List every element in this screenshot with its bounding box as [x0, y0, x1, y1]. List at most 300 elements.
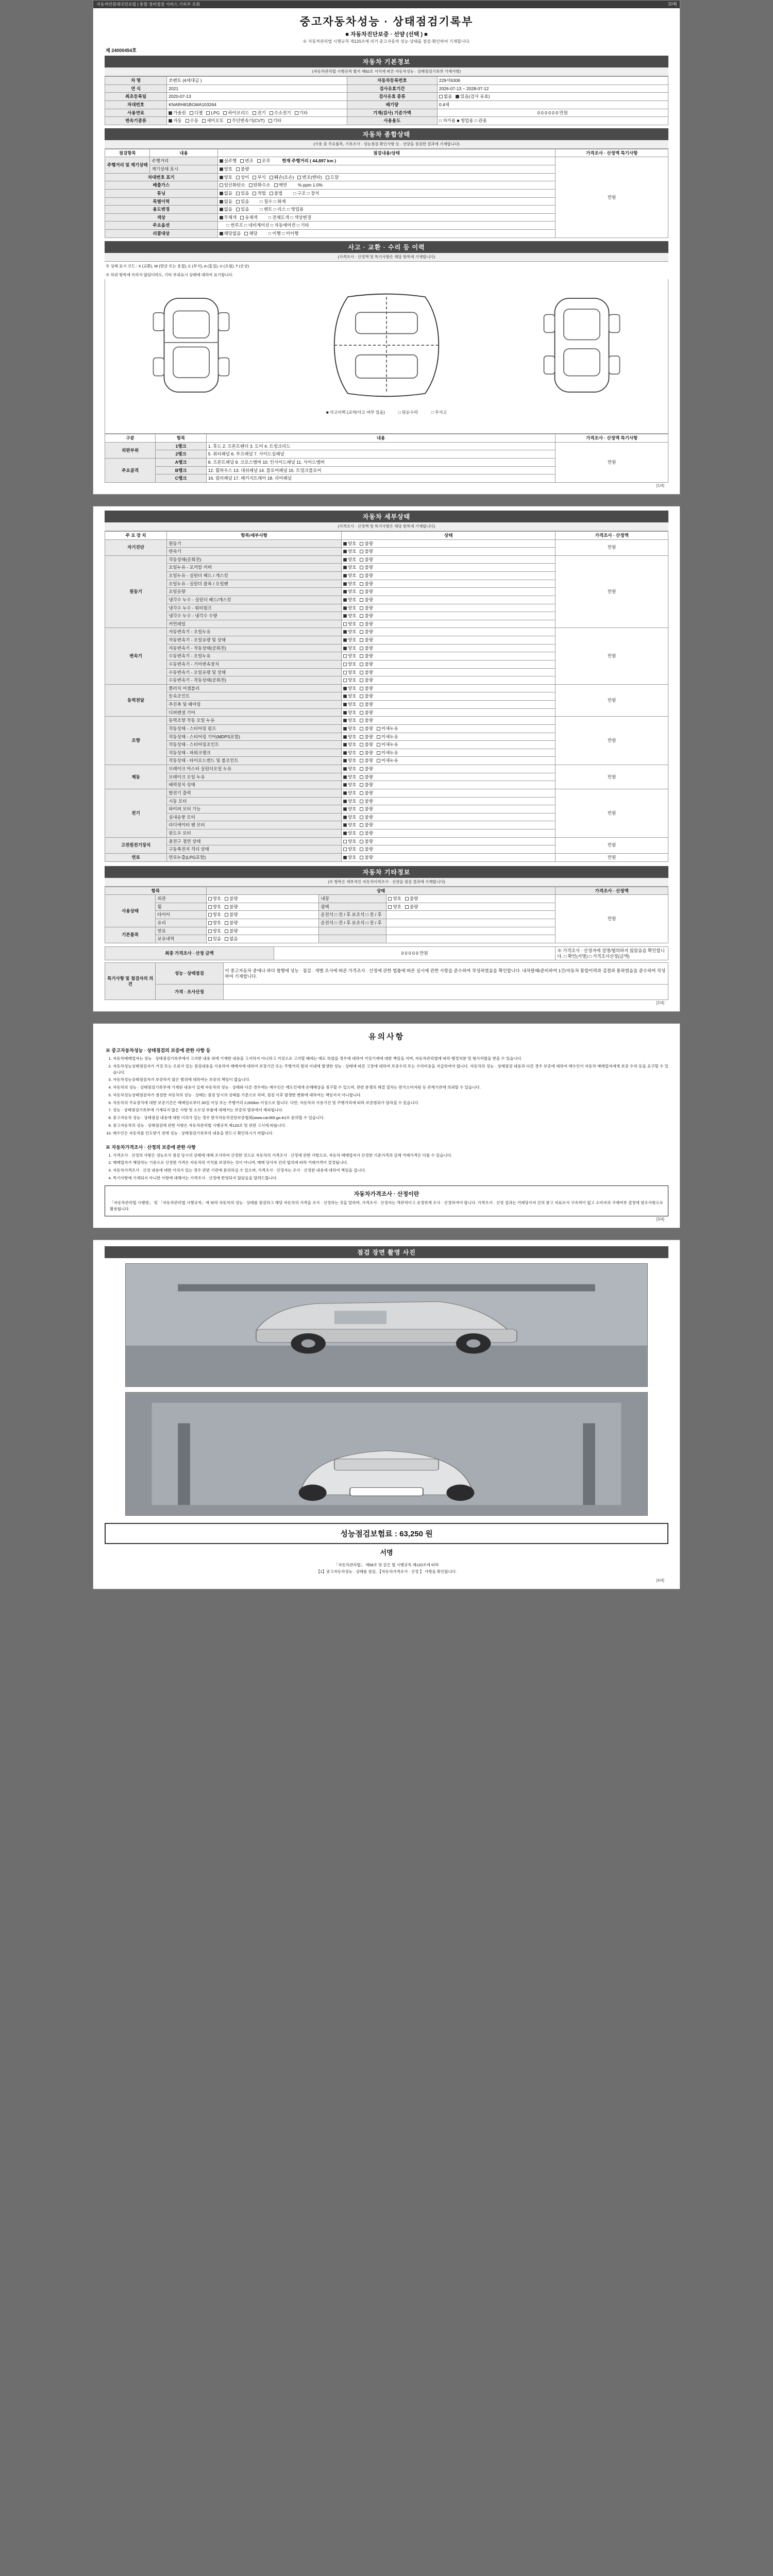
detail-1-3-option-1[interactable]: 불량 [360, 581, 373, 587]
checkbox-icon[interactable] [377, 759, 380, 762]
detail-state[interactable] [342, 676, 556, 685]
detail-state[interactable] [342, 580, 556, 588]
checkbox-icon[interactable] [343, 727, 347, 731]
overall-1-option-4[interactable]: 변조(변타) [297, 175, 322, 180]
etc-state2[interactable] [386, 903, 556, 911]
etc-0-a-option-0[interactable]: 양호 [208, 896, 221, 902]
detail-1-2-option-0[interactable]: 양호 [343, 573, 356, 579]
checkbox-icon[interactable] [220, 176, 223, 179]
checkbox-icon[interactable] [343, 719, 347, 722]
overall-0-0-option-0[interactable]: 실주행 [220, 158, 237, 164]
overall-8-option-0[interactable]: 해당없음 [220, 231, 241, 236]
checkbox-icon[interactable] [225, 897, 228, 901]
detail-1-0-option-1[interactable]: 불량 [360, 557, 373, 563]
checkbox-icon[interactable] [343, 775, 347, 779]
detail-2-6-option-0[interactable]: 양호 [343, 677, 356, 683]
detail-state[interactable] [342, 596, 556, 604]
checkbox-icon[interactable] [343, 816, 347, 819]
detail-1-7-option-1[interactable]: 불량 [360, 613, 373, 619]
checkbox-icon[interactable] [220, 200, 223, 204]
checkbox-icon[interactable] [227, 119, 231, 123]
detail-state[interactable] [342, 701, 556, 709]
checkbox-icon[interactable] [343, 566, 347, 569]
checkbox-icon[interactable] [225, 921, 228, 925]
checkbox-icon[interactable] [360, 566, 363, 569]
detail-6-4-option-1[interactable]: 불량 [360, 822, 373, 828]
trans-option-2[interactable]: 세미오토 [202, 118, 224, 124]
detail-5-0-option-0[interactable]: 양호 [343, 766, 356, 772]
detail-state[interactable] [342, 749, 556, 757]
overall-4-option-1[interactable]: 있음 [236, 199, 249, 205]
overall-state[interactable] [217, 173, 556, 181]
detail-6-0-option-1[interactable]: 불량 [360, 790, 373, 796]
detail-6-0-option-0[interactable]: 양호 [343, 790, 356, 796]
detail-3-3-option-0[interactable]: 양호 [343, 710, 356, 716]
detail-state[interactable] [342, 789, 556, 797]
checkbox-icon[interactable] [326, 176, 329, 179]
etc-1-b-option-0[interactable]: 양호 [388, 904, 401, 910]
checkbox-icon[interactable] [220, 232, 223, 235]
checkbox-icon[interactable] [270, 176, 273, 179]
checkbox-icon[interactable] [190, 111, 193, 115]
checkbox-icon[interactable] [220, 167, 223, 171]
checkbox-icon[interactable] [343, 630, 347, 634]
overall-state[interactable]: 없음 있음 □ 침수 □ 화재 [217, 197, 556, 206]
detail-state[interactable] [342, 572, 556, 580]
overall-2-option-0[interactable]: 일산화탄소 [220, 182, 245, 188]
overall-state[interactable] [217, 165, 556, 174]
overall-2-option-2[interactable]: 매연 [274, 182, 287, 188]
detail-1-5-option-0[interactable]: 양호 [343, 597, 356, 603]
overall-2-option-1[interactable]: 탄화수소 [249, 182, 271, 188]
checkbox-icon[interactable] [343, 840, 347, 843]
checkbox-icon[interactable] [360, 791, 363, 795]
checkbox-icon[interactable] [295, 111, 298, 115]
checkbox-icon[interactable] [223, 111, 227, 115]
detail-state[interactable] [342, 845, 556, 854]
detail-state[interactable] [342, 781, 556, 789]
detail-state[interactable] [342, 821, 556, 829]
detail-4-1-option-0[interactable]: 양호 [343, 726, 356, 732]
detail-6-3-option-0[interactable]: 양호 [343, 815, 356, 820]
detail-3-0-option-0[interactable]: 양호 [343, 686, 356, 691]
checkbox-icon[interactable] [220, 192, 223, 195]
detail-state[interactable] [342, 692, 556, 701]
overall-state[interactable]: 해당없음 해당 □ 이행 □ 미이행 [217, 230, 556, 238]
checkbox-icon[interactable] [343, 743, 347, 747]
checkbox-icon[interactable] [360, 840, 363, 843]
checkbox-icon[interactable] [360, 598, 363, 602]
trans-option-4[interactable]: 기타 [268, 118, 281, 124]
etc-state[interactable] [206, 911, 319, 919]
detail-5-1-option-0[interactable]: 양호 [343, 774, 356, 780]
checkbox-icon[interactable] [405, 905, 409, 909]
overall-3-option-0[interactable]: 없음 [220, 191, 232, 196]
detail-6-5-option-1[interactable]: 불량 [360, 831, 373, 836]
checkbox-icon[interactable] [253, 192, 256, 195]
checkbox-icon[interactable] [360, 848, 363, 851]
overall-state[interactable]: □ 썬루프 □ 네비게이션 □ 자동에어컨 □ 기타 [217, 222, 556, 230]
etc-state2[interactable] [386, 911, 556, 919]
detail-3-2-option-1[interactable]: 불량 [360, 702, 373, 707]
checkbox-icon[interactable] [343, 550, 347, 553]
fuel-option-3[interactable]: 하이브리드 [223, 110, 249, 116]
detail-1-6-option-0[interactable]: 양호 [343, 605, 356, 611]
checkbox-icon[interactable] [343, 582, 347, 586]
checkbox-icon[interactable] [343, 807, 347, 811]
checkbox-icon[interactable] [360, 647, 363, 650]
detail-2-5-option-1[interactable]: 불량 [360, 670, 373, 675]
checkbox-icon[interactable] [343, 671, 347, 674]
overall-1-option-1[interactable]: 상이 [236, 175, 249, 180]
detail-1-1-option-0[interactable]: 양호 [343, 565, 356, 570]
detail-state[interactable] [342, 837, 556, 845]
detail-6-4-option-0[interactable]: 양호 [343, 822, 356, 828]
checkbox-icon[interactable] [360, 582, 363, 586]
etc-state[interactable] [206, 935, 319, 943]
inspect-kind-option-0[interactable]: 없음 [439, 94, 452, 99]
checkbox-icon[interactable] [360, 816, 363, 819]
detail-4-3-option-1[interactable]: 불량 [360, 742, 373, 748]
checkbox-icon[interactable] [343, 654, 347, 658]
etc-state2[interactable] [386, 895, 556, 903]
trans-option-3[interactable]: 무단변속기(CVT) [227, 118, 265, 124]
etc-0-a-option-1[interactable]: 불량 [225, 896, 238, 902]
detail-1-0-option-0[interactable]: 양호 [343, 557, 356, 563]
checkbox-icon[interactable] [343, 558, 347, 562]
checkbox-icon[interactable] [343, 823, 347, 827]
detail-4-1-option-1[interactable]: 불량 [360, 726, 373, 732]
checkbox-icon[interactable] [208, 913, 212, 917]
detail-state[interactable] [342, 668, 556, 676]
checkbox-icon[interactable] [360, 574, 363, 578]
checkbox-icon[interactable] [360, 711, 363, 715]
detail-state[interactable] [342, 765, 556, 773]
overall-3-option-1[interactable]: 있음 [236, 191, 249, 196]
checkbox-icon[interactable] [343, 711, 347, 715]
etc-1-b-option-1[interactable]: 불량 [405, 904, 418, 910]
detail-state[interactable] [342, 708, 556, 717]
checkbox-icon[interactable] [208, 921, 212, 925]
detail-5-1-option-1[interactable]: 불량 [360, 774, 373, 780]
detail-4-0-option-1[interactable]: 불량 [360, 718, 373, 723]
detail-state[interactable] [342, 733, 556, 741]
checkbox-icon[interactable] [343, 751, 347, 755]
detail-state[interactable] [342, 684, 556, 692]
checkbox-icon[interactable] [343, 614, 347, 618]
checkbox-icon[interactable] [202, 119, 206, 123]
detail-5-2-option-1[interactable]: 불량 [360, 782, 373, 788]
detail-6-3-option-1[interactable]: 불량 [360, 815, 373, 820]
checkbox-icon[interactable] [343, 598, 347, 602]
detail-8-0-option-1[interactable]: 불량 [360, 855, 373, 860]
checkbox-icon[interactable] [270, 192, 273, 195]
detail-2-0-option-1[interactable]: 불량 [360, 629, 373, 635]
etc-state[interactable] [206, 903, 319, 911]
detail-4-5-option-0[interactable]: 양호 [343, 758, 356, 764]
detail-1-2-option-1[interactable]: 불량 [360, 573, 373, 579]
fuel-option-0[interactable]: 가솔린 [169, 110, 186, 116]
overall-1-option-0[interactable]: 양호 [220, 175, 232, 180]
checkbox-icon[interactable] [360, 743, 363, 747]
checkbox-icon[interactable] [343, 663, 347, 666]
detail-0-1-option-1[interactable]: 불량 [360, 549, 373, 554]
overall-1-option-5[interactable]: 도말 [326, 175, 339, 180]
detail-1-3-option-0[interactable]: 양호 [343, 581, 356, 587]
checkbox-icon[interactable] [360, 719, 363, 722]
checkbox-icon[interactable] [377, 751, 380, 755]
detail-state[interactable] [342, 612, 556, 620]
detail-state[interactable] [342, 636, 556, 645]
checkbox-icon[interactable] [343, 590, 347, 594]
etc-2-a-option-1[interactable]: 불량 [225, 912, 238, 918]
fuel-option-4[interactable]: 전기 [253, 110, 265, 116]
overall-6-option-1[interactable]: 유채색 [240, 215, 258, 221]
detail-state[interactable] [342, 555, 556, 564]
checkbox-icon[interactable] [360, 694, 363, 698]
checkbox-icon[interactable] [240, 216, 244, 219]
checkbox-icon[interactable] [360, 856, 363, 859]
overall-state[interactable]: 없음 있음 □ 렌트 □ 리스 □ 영업용 [217, 206, 556, 214]
checkbox-icon[interactable] [388, 905, 392, 909]
detail-4-3-option-0[interactable]: 양호 [343, 742, 356, 748]
overall-3-option-2[interactable]: 적법 [253, 191, 265, 196]
etc-0-b-option-1[interactable]: 불량 [405, 896, 418, 902]
checkbox-icon[interactable] [208, 905, 212, 909]
detail-1-1-option-1[interactable]: 불량 [360, 565, 373, 570]
checkbox-icon[interactable] [343, 735, 347, 739]
checkbox-icon[interactable] [439, 95, 443, 98]
detail-3-1-option-1[interactable]: 불량 [360, 693, 373, 699]
detail-state[interactable] [342, 813, 556, 821]
trans-option-0[interactable]: 자동 [169, 118, 181, 124]
detail-4-4-option-2[interactable]: 미세누유 [377, 750, 398, 756]
detail-state[interactable] [342, 548, 556, 556]
detail-2-6-option-1[interactable]: 불량 [360, 677, 373, 683]
checkbox-icon[interactable] [225, 905, 228, 909]
detail-state[interactable] [342, 628, 556, 636]
checkbox-icon[interactable] [268, 119, 272, 123]
checkbox-icon[interactable] [343, 638, 347, 642]
overall-0-1-option-0[interactable]: 양호 [220, 166, 232, 172]
checkbox-icon[interactable] [253, 176, 256, 179]
checkbox-icon[interactable] [343, 800, 347, 803]
etc-1-a-option-0[interactable]: 양호 [208, 904, 221, 910]
checkbox-icon[interactable] [377, 727, 380, 731]
checkbox-icon[interactable] [360, 606, 363, 610]
etc-state2[interactable] [386, 919, 556, 927]
checkbox-icon[interactable] [388, 897, 392, 901]
detail-1-6-option-1[interactable]: 불량 [360, 605, 373, 611]
checkbox-icon[interactable] [360, 590, 363, 594]
trans-option-1[interactable]: 수동 [186, 118, 198, 124]
detail-7-0-option-0[interactable]: 양호 [343, 839, 356, 844]
detail-7-1-option-0[interactable]: 양호 [343, 846, 356, 852]
etc-0-b-option-0[interactable]: 양호 [388, 896, 401, 902]
etc-state[interactable] [206, 895, 319, 903]
checkbox-icon[interactable] [343, 622, 347, 626]
checkbox-icon[interactable] [360, 630, 363, 634]
detail-state[interactable] [342, 805, 556, 814]
detail-1-8-option-1[interactable]: 불량 [360, 621, 373, 627]
fuel-option-6[interactable]: 기타 [295, 110, 308, 116]
detail-2-1-option-0[interactable]: 양호 [343, 637, 356, 643]
checkbox-icon[interactable] [270, 111, 273, 115]
detail-2-4-option-1[interactable]: 불량 [360, 662, 373, 667]
checkbox-icon[interactable] [343, 694, 347, 698]
detail-1-7-option-0[interactable]: 양호 [343, 613, 356, 619]
checkbox-icon[interactable] [236, 208, 240, 211]
detail-6-2-option-0[interactable]: 양호 [343, 806, 356, 812]
fuel-option-5[interactable]: 수소전기 [270, 110, 291, 116]
checkbox-icon[interactable] [405, 897, 409, 901]
overall-3-option-3[interactable]: 불법 [270, 191, 282, 196]
checkbox-icon[interactable] [225, 929, 228, 933]
checkbox-icon[interactable] [343, 606, 347, 610]
etc-3-a-option-1[interactable]: 불량 [225, 920, 238, 926]
detail-state[interactable] [342, 797, 556, 805]
checkbox-icon[interactable] [236, 192, 240, 195]
checkbox-icon[interactable] [225, 937, 228, 941]
checkbox-icon[interactable] [169, 119, 172, 123]
detail-6-5-option-0[interactable]: 양호 [343, 831, 356, 836]
detail-6-2-option-1[interactable]: 불량 [360, 806, 373, 812]
checkbox-icon[interactable] [360, 783, 363, 787]
checkbox-icon[interactable] [360, 703, 363, 706]
checkbox-icon[interactable] [360, 727, 363, 731]
detail-state[interactable] [342, 644, 556, 652]
detail-state[interactable] [342, 620, 556, 628]
checkbox-icon[interactable] [360, 823, 363, 827]
checkbox-icon[interactable] [257, 159, 261, 163]
checkbox-icon[interactable] [244, 232, 248, 235]
detail-state[interactable] [342, 741, 556, 749]
detail-1-4-option-1[interactable]: 불량 [360, 589, 373, 595]
checkbox-icon[interactable] [360, 687, 363, 690]
etc-5-a-option-0[interactable]: 있음 [208, 936, 221, 942]
detail-state[interactable] [342, 853, 556, 861]
checkbox-icon[interactable] [343, 767, 347, 771]
checkbox-icon[interactable] [208, 929, 212, 933]
overall-0-1-option-1[interactable]: 불량 [236, 166, 249, 172]
overall-1-option-2[interactable]: 부식 [253, 175, 265, 180]
checkbox-icon[interactable] [360, 663, 363, 666]
checkbox-icon[interactable] [343, 703, 347, 706]
detail-0-0-option-1[interactable]: 불량 [360, 541, 373, 547]
checkbox-icon[interactable] [343, 759, 347, 762]
detail-4-2-option-2[interactable]: 미세누유 [377, 734, 398, 740]
checkbox-icon[interactable] [360, 654, 363, 658]
detail-3-1-option-0[interactable]: 양호 [343, 693, 356, 699]
fuel-option-1[interactable]: 디젤 [190, 110, 203, 116]
detail-1-4-option-0[interactable]: 양호 [343, 589, 356, 595]
etc-4-a-option-1[interactable]: 불량 [225, 928, 238, 934]
detail-2-1-option-1[interactable]: 불량 [360, 637, 373, 643]
detail-3-0-option-1[interactable]: 불량 [360, 686, 373, 691]
checkbox-icon[interactable] [186, 119, 189, 123]
inspect-kind-option-1[interactable]: 있음(검사 유효) [456, 94, 490, 99]
checkbox-icon[interactable] [343, 791, 347, 795]
checkbox-icon[interactable] [360, 767, 363, 771]
detail-6-1-option-1[interactable]: 불량 [360, 799, 373, 804]
checkbox-icon[interactable] [343, 679, 347, 682]
overall-state[interactable]: 일산화탄소 탄화수소 매연 % ppm 1.0% [217, 181, 556, 190]
checkbox-icon[interactable] [360, 800, 363, 803]
checkbox-icon[interactable] [360, 775, 363, 779]
checkbox-icon[interactable] [456, 95, 459, 98]
overall-5-option-1[interactable]: 있음 [236, 207, 249, 212]
etc-2-a-option-0[interactable]: 양호 [208, 912, 221, 918]
detail-state[interactable] [342, 660, 556, 668]
checkbox-icon[interactable] [377, 735, 380, 739]
detail-state[interactable] [342, 588, 556, 596]
overall-0-0-option-1[interactable]: 변조 [240, 158, 253, 164]
checkbox-icon[interactable] [169, 111, 172, 115]
detail-8-0-option-0[interactable]: 양호 [343, 855, 356, 860]
checkbox-icon[interactable] [360, 614, 363, 618]
checkbox-icon[interactable] [249, 183, 253, 187]
detail-2-2-option-0[interactable]: 양호 [343, 646, 356, 651]
detail-2-0-option-0[interactable]: 양호 [343, 629, 356, 635]
etc-state[interactable] [206, 927, 319, 935]
detail-4-4-option-1[interactable]: 불량 [360, 750, 373, 756]
checkbox-icon[interactable] [206, 111, 210, 115]
detail-4-5-option-2[interactable]: 미세누유 [377, 758, 398, 764]
etc-5-a-option-1[interactable]: 없음 [225, 936, 238, 942]
detail-2-3-option-1[interactable]: 불량 [360, 653, 373, 659]
checkbox-icon[interactable] [343, 832, 347, 835]
checkbox-icon[interactable] [208, 937, 212, 941]
detail-state[interactable] [342, 652, 556, 660]
detail-2-2-option-1[interactable]: 불량 [360, 646, 373, 651]
checkbox-icon[interactable] [343, 856, 347, 859]
overall-state[interactable]: 없음 있음 적법 불법 □ 구조 □ 장치 [217, 189, 556, 197]
checkbox-icon[interactable] [360, 558, 363, 562]
detail-state[interactable] [342, 539, 556, 548]
checkbox-icon[interactable] [236, 200, 240, 204]
etc-state2[interactable] [386, 935, 556, 943]
checkbox-icon[interactable] [360, 679, 363, 682]
checkbox-icon[interactable] [360, 807, 363, 811]
detail-4-2-option-1[interactable]: 불량 [360, 734, 373, 740]
checkbox-icon[interactable] [360, 751, 363, 755]
etc-1-a-option-1[interactable]: 불량 [225, 904, 238, 910]
checkbox-icon[interactable] [220, 216, 223, 219]
overall-8-option-1[interactable]: 해당 [244, 231, 257, 236]
checkbox-icon[interactable] [360, 759, 363, 762]
checkbox-icon[interactable] [343, 687, 347, 690]
checkbox-icon[interactable] [220, 183, 223, 187]
detail-1-8-option-0[interactable]: 양호 [343, 621, 356, 627]
checkbox-icon[interactable] [343, 783, 347, 787]
checkbox-icon[interactable] [360, 542, 363, 546]
overall-5-option-0[interactable]: 없음 [220, 207, 232, 212]
detail-state[interactable] [342, 757, 556, 765]
overall-state[interactable]: 무채색 유채색 □ 전체도색 □ 색상변경 [217, 213, 556, 222]
checkbox-icon[interactable] [343, 848, 347, 851]
detail-0-1-option-0[interactable]: 양호 [343, 549, 356, 554]
checkbox-icon[interactable] [297, 176, 301, 179]
etc-3-a-option-0[interactable]: 양호 [208, 920, 221, 926]
detail-4-2-option-0[interactable]: 양호 [343, 734, 356, 740]
checkbox-icon[interactable] [343, 647, 347, 650]
checkbox-icon[interactable] [360, 735, 363, 739]
checkbox-icon[interactable] [360, 550, 363, 553]
detail-2-3-option-0[interactable]: 양호 [343, 653, 356, 659]
overall-1-option-3[interactable]: 훼손(오손) [270, 175, 294, 180]
detail-7-1-option-1[interactable]: 불량 [360, 846, 373, 852]
checkbox-icon[interactable] [220, 208, 223, 211]
